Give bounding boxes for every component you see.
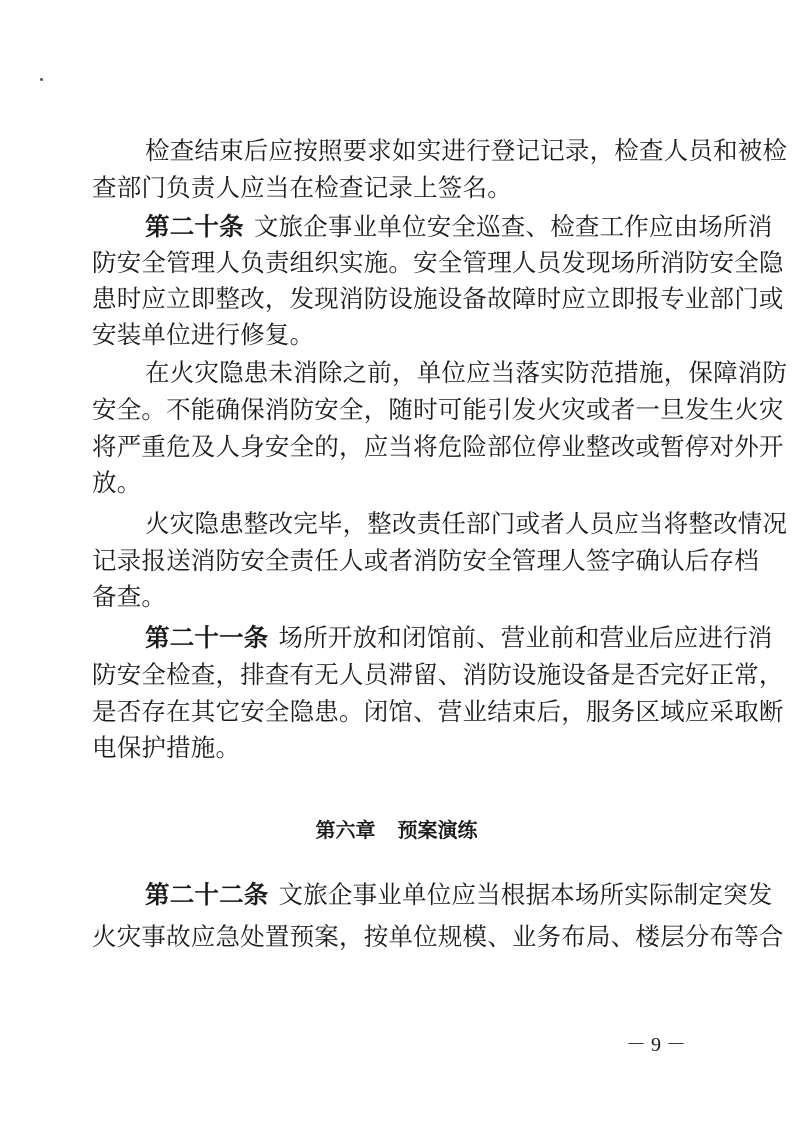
article-heading-22: 第二十二条 (145, 880, 269, 909)
text-line: 防安全检查，排查有无人员滞留、消防设施设备是否完好正常， (92, 660, 784, 689)
article-22-first-line (145, 880, 773, 910)
page-number: － 9 － (626, 1034, 686, 1056)
text-line: 是否存在其它安全隐患。闭馆、营业结束后，服务区域应采取断 (92, 697, 784, 726)
text-line: 电保护措施。 (92, 733, 241, 762)
scan-speck (40, 78, 43, 81)
article-heading-21: 第二十一条 (145, 623, 269, 652)
text-line: 文旅企事业单位安全巡查、检查工作应由场所消 (253, 212, 773, 241)
text-line: 文旅企事业单位应当根据本场所实际制定突发 (278, 880, 773, 909)
article-heading-20: 第二十条 (145, 212, 244, 241)
text-line: 火灾事故应急处置预案，按单位规模、业务布局、楼层分布等合 (92, 922, 784, 951)
chapter-title: 预案演练 (397, 818, 478, 842)
text-line: 备查。 (92, 582, 167, 611)
text-line: 火灾隐患整改完毕，整改责任部门或者人员应当将整改情况 (145, 509, 788, 538)
text-line: 检查结束后应按照要求如实进行登记记录，检查人员和被检 (145, 136, 788, 165)
text-line: 防安全管理人负责组织实施。安全管理人员发现场所消防安全隐 (92, 248, 784, 277)
article-20-first-line (145, 212, 773, 242)
chapter-number: 第六章 (315, 818, 376, 842)
text-line: 场所开放和闭馆前、营业前和营业后应进行消 (278, 623, 773, 652)
article-21-first-line (145, 623, 773, 653)
text-line: 将严重危及人身安全的，应当将危险部位停业整改或暂停对外开 (92, 432, 784, 461)
text-line: 查部门负责人应当在检查记录上签名。 (92, 173, 512, 202)
text-line: 记录报送消防安全责任人或者消防安全管理人签字确认后存档 (92, 546, 759, 575)
text-line: 安装单位进行修复。 (92, 320, 315, 349)
text-line: 患时应立即整改，发现消防设施设备故障时应立即报专业部门或 (92, 284, 784, 313)
text-line: 放。 (92, 468, 142, 497)
text-line: 在火灾隐患未消除之前，单位应当落实防范措施，保障消防 (145, 358, 788, 387)
chapter-heading (0, 815, 793, 845)
text-line: 安全。不能确保消防安全，随时可能引发火灾或者一旦发生火灾 (92, 395, 784, 424)
